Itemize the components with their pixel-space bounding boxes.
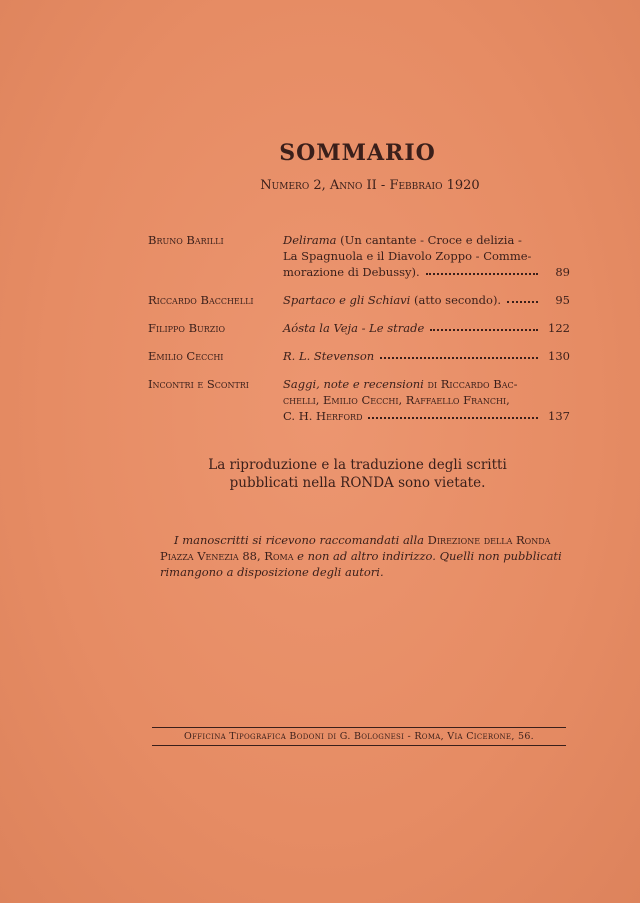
toc-entry [148, 232, 570, 280]
toc-author: Riccardo Bacchelli [148, 293, 254, 307]
toc-title: Saggi, note e recensioni [283, 377, 424, 391]
note-text: e non ad altro indirizzo. Quelli non pubblicati [293, 549, 562, 563]
note-address: Direzione della Ronda [427, 533, 551, 547]
toc-author: Emilio Cecchi [148, 349, 224, 363]
toc-page: 89 [555, 265, 570, 279]
toc-entry [148, 376, 570, 424]
toc-title: R. L. Stevenson [283, 349, 375, 363]
note-text: rimangono a disposizione degli autori. [160, 565, 384, 579]
manuscripts-note [160, 532, 570, 580]
note-text: I manoscritti si ricevono raccomandati alla [174, 533, 428, 547]
printer-imprint: Officina Tipografica Bodoni di G. Bolognesi - Roma, Via Cicerone, 56. [152, 727, 566, 746]
toc-page: 122 [548, 321, 570, 335]
toc-author: Filippo Burzio [148, 321, 226, 335]
toc-entry [148, 292, 570, 308]
toc-title: Aósta la Veja - Le strade [283, 321, 425, 335]
toc-page: 130 [548, 349, 570, 363]
issue-subtitle: Numero 2, Anno II - Febbraio 1920 [260, 178, 480, 193]
toc-title-rest: di Riccardo Bac- [423, 377, 518, 391]
toc-author: Incontri e Scontri [148, 377, 249, 391]
toc-entry [148, 320, 570, 336]
toc-title-rest: (Un cantante - Croce e delizia - [336, 233, 522, 247]
toc-title-rest: (atto secondo). [410, 293, 502, 307]
reproduction-notice [0, 456, 640, 492]
page-title: SOMMARIO [279, 140, 436, 166]
note-address: Piazza Venezia 88, Roma [160, 549, 294, 563]
toc-title: Delirama [283, 233, 337, 247]
notice-line: La riproduzione e la traduzione degli scritti [208, 457, 507, 473]
toc-page: 95 [555, 293, 570, 307]
toc-title: Spartaco e gli Schiavi [283, 293, 411, 307]
toc-entry [148, 348, 570, 364]
toc-title-line: La Spagnuola e il Diavolo Zoppo - Comme- [283, 249, 532, 263]
toc-title-line: chelli, Emilio Cecchi, Raffaello Franchi, [283, 393, 510, 407]
toc-page: 137 [548, 409, 570, 423]
toc-title-line: morazione di Debussy). [283, 265, 420, 279]
notice-line: pubblicati nella RONDA sono vietate. [229, 475, 486, 491]
table-of-contents [148, 232, 570, 436]
toc-title-line: C. H. Herford [283, 409, 363, 423]
toc-author: Bruno Barilli [148, 233, 224, 247]
